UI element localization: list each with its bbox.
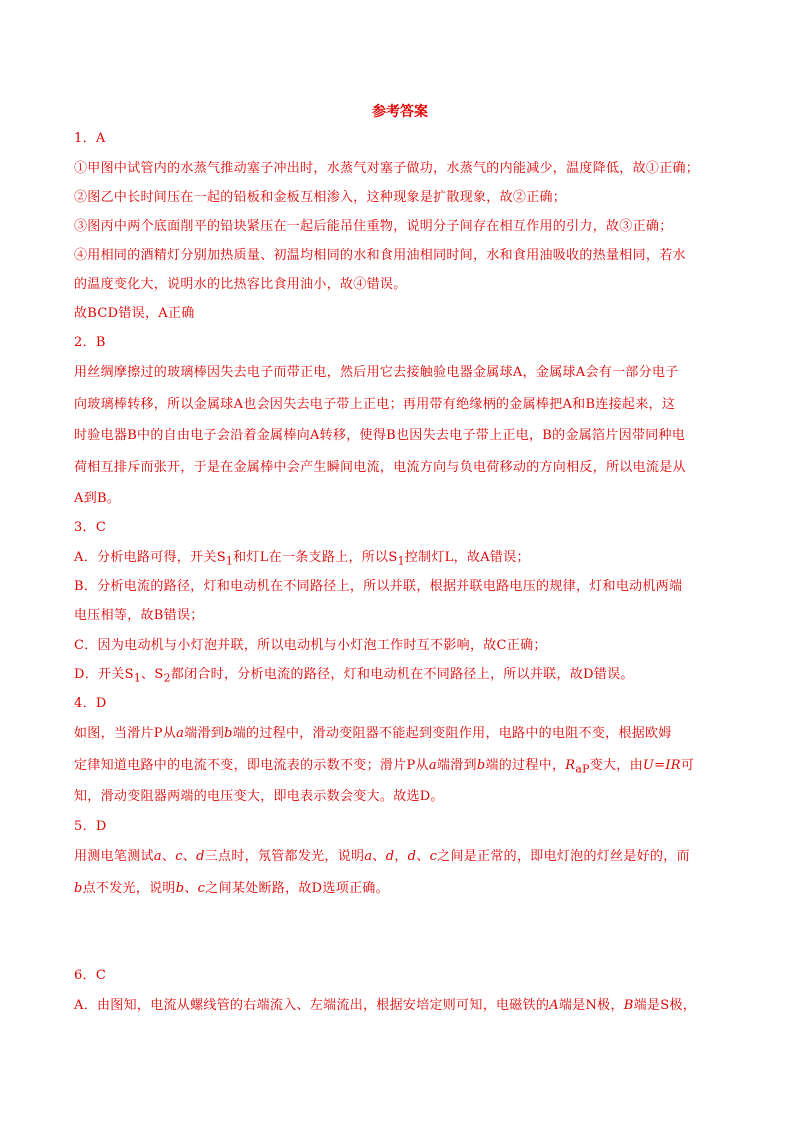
q4-line-2-text-e: 可 [680, 758, 695, 773]
q4-line-3: 知，滑动变阻器两端的电压变大，即电表示数会变大。故选D。 [74, 789, 444, 804]
q5-line-1-var-6: d [407, 849, 417, 864]
q5-line-1-text-e: 、 [372, 849, 386, 864]
q4-heading: 4．D [74, 696, 107, 711]
q2-line-1: 用丝绸摩擦过的玻璃棒因失去电子而带正电，然后用它去接触验电器金属球A，金属球A会有一部分电子 [74, 365, 679, 380]
q3-line-3: 电压相等，故B错误； [74, 608, 204, 623]
q1-line-4: ④用相同的酒精灯分别加热质量、初温均相同的水和食用油相同时间，水和食用油吸收的热量相同，若水 [74, 248, 686, 263]
q6-line-1 [74, 997, 734, 1015]
q3-line-1-sub-2: 1 [397, 554, 405, 568]
q5-line-2-var-3: c [197, 881, 206, 896]
q5-line-1-text-g: 、 [416, 849, 430, 864]
q4-line-2-var-r: R [565, 758, 576, 773]
q5-line-1-var-4: a [364, 849, 373, 864]
q6-line-1-text-a: A．由图知，电流从螺线管的右端流入、左端流出，根据安培定则可知，电磁铁的 [74, 998, 550, 1013]
q5-line-1-text-d: 三点时，氖管都发光，说明 [204, 849, 365, 864]
q1-line-3: ③图丙中两个底面削平的铅块紧压在一起后能吊住重物，说明分子间存在相互作用的引力，故③正确； [74, 219, 673, 234]
q3-line-5-sub-2: 2 [163, 671, 171, 685]
q2-line-5: A到B。 [74, 491, 121, 506]
q5-line-2-text-a: 点不发光，说明 [82, 881, 176, 896]
q6-line-1-text-b: 端是N极， [558, 998, 624, 1013]
page-title: 参考答案 [372, 104, 428, 120]
q2-line-4: 荷相互排斥而张开，于是在金属棒中会产生瞬间电流，电流方向与负电荷移动的方向相反，所以电流是从 [74, 460, 686, 475]
q3-line-1-text-a: A．分析电路可得，开关S [74, 550, 226, 565]
q3-line-4: C．因为电动机与小灯泡并联，所以电动机与小灯泡工作时互不影响，故C正确； [74, 638, 547, 653]
q4-line-2 [74, 757, 734, 779]
q5-line-2 [74, 880, 734, 898]
q3-line-5 [74, 666, 734, 688]
q3-line-1-sub: 1 [225, 554, 234, 568]
q5-line-1-var-5: d [385, 849, 395, 864]
q4-line-2-var-b: b [476, 758, 486, 773]
q4-line-1-var-b: b [224, 726, 233, 741]
q5-line-1-text-f: ， [394, 849, 408, 864]
q1-line-5: 的温度变化大，说明水的比热容比食用油小，故④错误。 [74, 277, 407, 292]
q5-line-2-var-1: b [74, 881, 83, 896]
q5-line-1-var-7: c [429, 849, 438, 864]
q5-line-1 [74, 848, 734, 866]
q5-line-1-text-c: 、 [182, 849, 197, 864]
q2-line-2: 向玻璃棒转移，所以金属球A也会因失去电子带上正电；再用带有绝缘柄的金属棒把A和B连接起来，这 [74, 397, 676, 412]
q4-line-1-text-b: 端滑到 [184, 726, 225, 741]
q4-line-2-var-a: a [428, 758, 437, 773]
q5-line-1-text-b: 、 [161, 849, 176, 864]
q5-line-1-var-3: d [196, 849, 205, 864]
q2-line-3: 时验电器B中的自由电子会沿着金属棒向A转移，使得B也因失去电子带上正电，B的金属箔片因带同种电 [74, 428, 686, 443]
q4-line-2-text-b: 端滑到 [436, 758, 477, 773]
q5-line-1-var-1: a [153, 849, 162, 864]
q4-line-2-sub: aP [575, 762, 590, 776]
q3-heading: 3．C [74, 520, 107, 535]
q5-line-2-text-c: 之间某处断路，故D选项正确。 [205, 881, 389, 896]
q3-line-5-text-a: D．开关S [74, 667, 134, 682]
q6-heading: 6．C [74, 968, 107, 983]
q4-line-1 [74, 725, 734, 743]
q5-line-1-var-2: c [175, 849, 183, 864]
q5-line-2-var-2: b [175, 881, 185, 896]
q3-line-1-text-b: 和灯L在一条支路上，所以S [233, 550, 398, 565]
q4-line-2-text-c: 端的过程中， [485, 758, 566, 773]
q3-line-1 [74, 549, 734, 571]
q1-line-2: ②图乙中长时间压在一起的铅板和金板互相渗入，这种现象是扩散现象，故②正确； [74, 190, 567, 205]
q4-line-2-formula: U=IR [642, 758, 681, 773]
q4-line-1-var-a: a [176, 726, 185, 741]
q5-line-1-text-h: 之间是正常的，即电灯泡的灯丝是好的，而 [437, 849, 690, 864]
q4-line-1-text-a: 如图，当滑片P从 [74, 726, 177, 741]
q4-line-2-text-a: 定律知道电路中的电流不变，即电流表的示数不变；滑片P从 [74, 758, 429, 773]
q5-line-2-text-b: 、 [184, 881, 198, 896]
q3-line-5-text-c: 都闭合时，分析电流的路径，灯和电动机在不同路径上，所以并联，故D错误。 [170, 667, 634, 682]
q1-line-6: 故BCD错误，A正确 [74, 306, 195, 321]
q6-line-1-var-b: B [623, 998, 634, 1013]
q6-line-1-text-c: 端是S极， [633, 998, 697, 1013]
q3-line-2: B．分析电流的路径，灯和电动机在不同路径上，所以并联，根据并联电路电压的规律，灯和电动机两端 [74, 579, 683, 594]
q3-line-5-sub: 1 [133, 671, 142, 685]
q6-line-1-var-a: A [549, 998, 559, 1013]
q3-line-5-text-b: 、S [141, 667, 164, 682]
q2-heading: 2．B [74, 335, 106, 350]
q5-heading: 5．D [74, 819, 107, 834]
q4-line-1-text-c: 端的过程中，滑动变阻器不能起到变阻作用，电路中的电阻不变，根据欧姆 [232, 726, 672, 741]
q4-line-2-text-d: 变大，由 [589, 758, 643, 773]
q1-heading: 1．A [74, 131, 106, 146]
q3-line-1-text-c: 控制灯L，故A错误； [404, 550, 530, 565]
q1-line-1: ①甲图中试管内的水蒸气推动塞子冲出时，水蒸气对塞子做功，水蒸气的内能减少，温度降低，故①正确； [74, 161, 700, 176]
q5-line-1-text-a: 用测电笔测试 [74, 849, 154, 864]
